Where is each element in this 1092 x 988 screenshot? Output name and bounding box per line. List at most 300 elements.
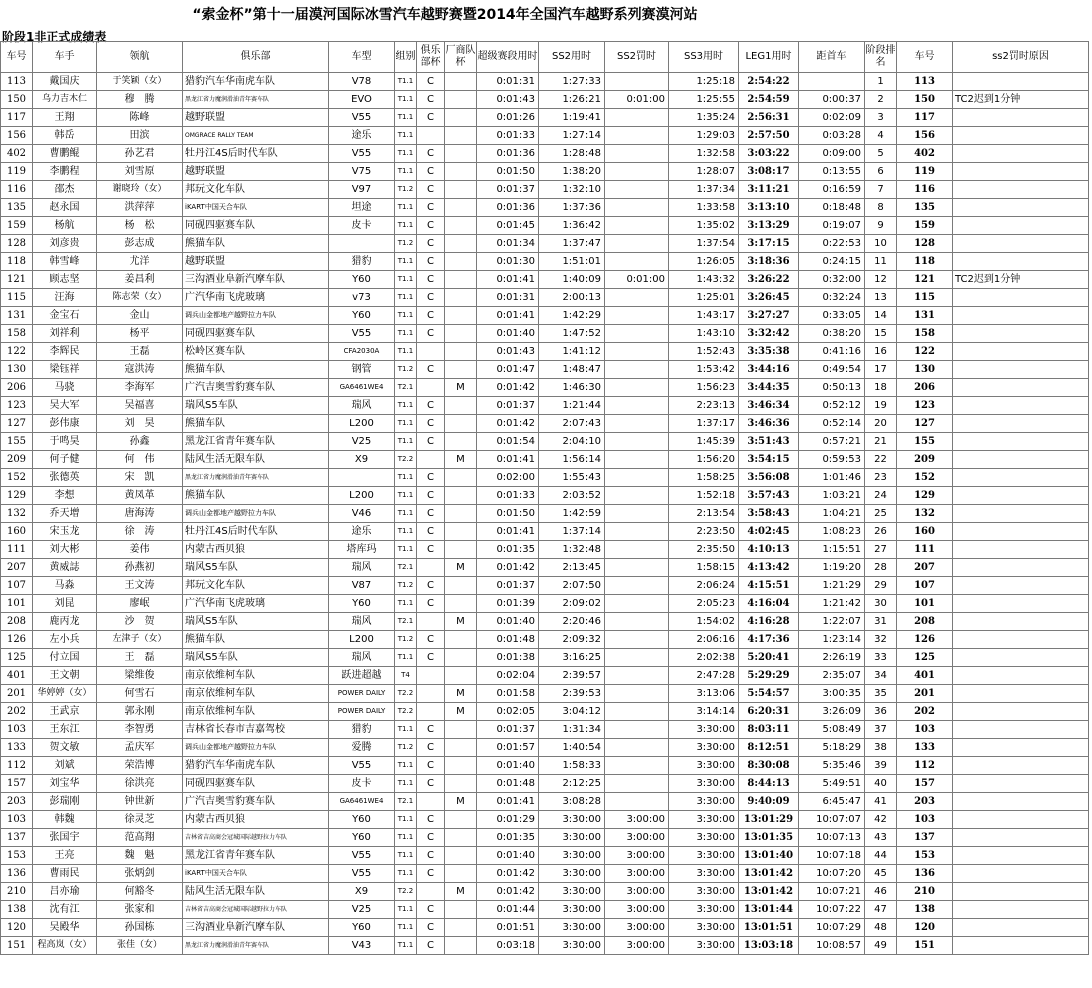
table-cell [953, 757, 1089, 775]
table-cell [605, 739, 669, 757]
table-row [1, 865, 1089, 883]
table-cell [445, 649, 477, 667]
table-cell: 谢晓玲（女） [97, 181, 183, 199]
table-cell: 21 [865, 433, 897, 451]
table-cell: C [417, 73, 445, 91]
table-cell: 乌力吉木仁 [33, 91, 97, 109]
table-cell: M [445, 451, 477, 469]
table-cell: 瑞风 [329, 397, 395, 415]
column-header: 车号 [1, 42, 33, 73]
table-cell: 20 [865, 415, 897, 433]
table-cell: 3:00:00 [605, 883, 669, 901]
table-cell: 3:30:00 [539, 919, 605, 937]
table-cell: 8:03:11 [739, 721, 799, 739]
table-cell: 0:33:05 [799, 307, 865, 325]
table-cell: 44 [865, 847, 897, 865]
table-cell: 120 [897, 919, 953, 937]
table-cell: 调兵山金都地产越野拉力车队 [183, 307, 329, 325]
table-cell: 刘祥利 [33, 325, 97, 343]
column-header: 厂商队杯 [445, 42, 477, 73]
table-cell [445, 757, 477, 775]
table-cell: 13:01:51 [739, 919, 799, 937]
table-cell: 138 [897, 901, 953, 919]
table-cell: 0:49:54 [799, 361, 865, 379]
table-row [1, 721, 1089, 739]
table-cell: 三沟酒业阜新汽摩车队 [183, 919, 329, 937]
table-row [1, 901, 1089, 919]
table-cell: 孟庆军 [97, 739, 183, 757]
table-cell [953, 307, 1089, 325]
table-cell: Y60 [329, 811, 395, 829]
table-cell: 吴殿华 [33, 919, 97, 937]
column-header: 超级赛段用时 [477, 42, 539, 73]
table-cell: 陈志荣（女） [97, 289, 183, 307]
table-cell: 2:07:43 [539, 415, 605, 433]
table-cell: 3:30:00 [669, 811, 739, 829]
table-cell: 2:04:10 [539, 433, 605, 451]
table-cell: T2.2 [395, 451, 417, 469]
table-cell: T1.1 [395, 217, 417, 235]
table-cell: C [417, 811, 445, 829]
table-cell: 赵永国 [33, 199, 97, 217]
table-cell: 韩魏 [33, 811, 97, 829]
table-cell: 廖岷 [97, 595, 183, 613]
table-cell: 1:25:01 [669, 289, 739, 307]
table-cell: 152 [1, 469, 33, 487]
table-cell: GA6461WE4 [329, 793, 395, 811]
table-cell: 1:35:02 [669, 217, 739, 235]
table-cell: 10:08:57 [799, 937, 865, 955]
table-cell: 孙鑫 [97, 433, 183, 451]
table-cell: 13:01:42 [739, 865, 799, 883]
table-cell: 10:07:21 [799, 883, 865, 901]
table-cell: 157 [1, 775, 33, 793]
table-cell [953, 577, 1089, 595]
table-cell: 152 [897, 469, 953, 487]
table-cell: T2.1 [395, 793, 417, 811]
table-cell [953, 325, 1089, 343]
table-cell [329, 469, 395, 487]
column-header: 领航 [97, 42, 183, 73]
table-cell: 16 [865, 343, 897, 361]
table-cell: 3:44:16 [739, 361, 799, 379]
table-cell: C [417, 91, 445, 109]
table-cell: 3:32:42 [739, 325, 799, 343]
table-cell: T2.2 [395, 703, 417, 721]
table-cell: 广汽吉奥雪豹赛车队 [183, 379, 329, 397]
table-cell [953, 235, 1089, 253]
table-cell [605, 757, 669, 775]
table-cell [953, 739, 1089, 757]
table-cell: 0:18:48 [799, 199, 865, 217]
table-cell: 1:37:54 [669, 235, 739, 253]
table-cell: 2:00:13 [539, 289, 605, 307]
table-cell: T1.1 [395, 541, 417, 559]
table-cell: 103 [897, 811, 953, 829]
table-cell: 45 [865, 865, 897, 883]
table-cell: 1:52:18 [669, 487, 739, 505]
table-cell [953, 631, 1089, 649]
table-cell [445, 919, 477, 937]
table-cell [953, 415, 1089, 433]
table-cell: 瑞风S5车队 [183, 559, 329, 577]
table-row [1, 73, 1089, 91]
table-cell: 0:01:44 [477, 901, 539, 919]
table-cell: 1:21:42 [799, 595, 865, 613]
table-cell: C [417, 433, 445, 451]
table-cell [953, 163, 1089, 181]
table-cell: 2:56:31 [739, 109, 799, 127]
table-cell [445, 343, 477, 361]
table-cell: CFA2030A [329, 343, 395, 361]
column-header: 俱乐部 [183, 42, 329, 73]
table-cell: 0:01:39 [477, 595, 539, 613]
table-cell: 田滨 [97, 127, 183, 145]
table-cell: 3 [865, 109, 897, 127]
table-row [1, 757, 1089, 775]
table-cell: T1.1 [395, 919, 417, 937]
table-cell: 0:02:04 [477, 667, 539, 685]
table-cell: 0:01:50 [477, 505, 539, 523]
table-cell: 梁钰祥 [33, 361, 97, 379]
table-cell: 0:01:31 [477, 289, 539, 307]
table-cell: 广汽吉奥雪豹赛车队 [183, 793, 329, 811]
table-cell: 0:01:42 [477, 559, 539, 577]
table-cell: 13:01:29 [739, 811, 799, 829]
table-cell: 2:47:28 [669, 667, 739, 685]
table-cell: 10 [865, 235, 897, 253]
table-cell: 0:01:33 [477, 127, 539, 145]
table-cell: 0:01:57 [477, 739, 539, 757]
table-cell: 3:00:00 [605, 937, 669, 955]
table-cell: V55 [329, 847, 395, 865]
table-cell: 1:51:01 [539, 253, 605, 271]
table-cell [445, 289, 477, 307]
table-row [1, 289, 1089, 307]
table-cell: 15 [865, 325, 897, 343]
table-cell: 0:01:41 [477, 451, 539, 469]
table-cell: 117 [897, 109, 953, 127]
table-cell: 0:01:36 [477, 145, 539, 163]
table-cell: 洪萍萍 [97, 199, 183, 217]
table-cell: 3:30:00 [539, 847, 605, 865]
table-cell: 1:55:43 [539, 469, 605, 487]
table-cell: T1.2 [395, 577, 417, 595]
table-cell: 1:46:30 [539, 379, 605, 397]
table-cell: 1:42:59 [539, 505, 605, 523]
table-cell: 汪海 [33, 289, 97, 307]
table-cell: 张家和 [97, 901, 183, 919]
table-cell: 42 [865, 811, 897, 829]
table-cell: 孙燕初 [97, 559, 183, 577]
table-cell: 钟世新 [97, 793, 183, 811]
table-cell: 11 [865, 253, 897, 271]
table-cell: V25 [329, 901, 395, 919]
table-cell: L200 [329, 487, 395, 505]
table-cell: 张国宇 [33, 829, 97, 847]
table-cell: 张炳剑 [97, 865, 183, 883]
table-cell: 熊猫车队 [183, 361, 329, 379]
table-cell: C [417, 325, 445, 343]
table-cell: OMGRACE RALLY TEAM [183, 127, 329, 145]
table-cell: T1.1 [395, 343, 417, 361]
table-cell [445, 235, 477, 253]
table-cell: 2:12:25 [539, 775, 605, 793]
table-cell: 1:29:03 [669, 127, 739, 145]
table-cell: 103 [1, 811, 33, 829]
table-cell: 3:44:35 [739, 379, 799, 397]
table-cell: 牡丹江4S后时代车队 [183, 145, 329, 163]
table-cell: 0:02:00 [477, 469, 539, 487]
column-header: 车型 [329, 42, 395, 73]
table-cell [953, 919, 1089, 937]
table-cell [953, 703, 1089, 721]
table-cell: 3:30:00 [539, 937, 605, 955]
table-cell: 132 [1, 505, 33, 523]
table-cell: 3:03:22 [739, 145, 799, 163]
table-cell: 3:30:00 [539, 829, 605, 847]
table-cell: T1.1 [395, 415, 417, 433]
table-cell: M [445, 613, 477, 631]
table-cell: 5:29:29 [739, 667, 799, 685]
table-cell: 黑龙江省力魔润滑油青年赛车队 [183, 91, 329, 109]
table-cell: 0:01:48 [477, 631, 539, 649]
table-cell: 张佳（女） [97, 937, 183, 955]
table-cell: L200 [329, 415, 395, 433]
table-cell: 0:01:45 [477, 217, 539, 235]
table-row [1, 253, 1089, 271]
table-cell: 王磊 [97, 343, 183, 361]
table-cell: 401 [897, 667, 953, 685]
table-cell: C [417, 775, 445, 793]
table-cell [445, 721, 477, 739]
table-cell: 123 [1, 397, 33, 415]
table-cell: 0:41:16 [799, 343, 865, 361]
table-cell [953, 811, 1089, 829]
table-cell: 3:30:00 [539, 901, 605, 919]
table-cell: 0:22:53 [799, 235, 865, 253]
table-cell: 塔库玛 [329, 541, 395, 559]
table-cell: M [445, 559, 477, 577]
table-cell: 刘雪原 [97, 163, 183, 181]
table-cell [417, 703, 445, 721]
table-cell: 3:26:22 [739, 271, 799, 289]
table-cell: 4:16:28 [739, 613, 799, 631]
column-header: 阶段排名 [865, 42, 897, 73]
table-cell [417, 379, 445, 397]
table-cell: 松岭区赛车队 [183, 343, 329, 361]
table-cell: C [417, 721, 445, 739]
table-row [1, 685, 1089, 703]
table-cell: C [417, 181, 445, 199]
table-cell: T1.1 [395, 811, 417, 829]
table-cell: EVO [329, 91, 395, 109]
table-cell: 40 [865, 775, 897, 793]
table-cell: POWER DAILY [329, 703, 395, 721]
table-cell: 10:07:07 [799, 811, 865, 829]
table-cell: T1.2 [395, 235, 417, 253]
table-cell [445, 541, 477, 559]
table-cell: 133 [1, 739, 33, 757]
table-cell: 广汽华南飞虎玻璃 [183, 595, 329, 613]
table-cell [417, 793, 445, 811]
table-cell [605, 631, 669, 649]
table-cell [953, 487, 1089, 505]
table-cell: 209 [1, 451, 33, 469]
table-cell: 29 [865, 577, 897, 595]
table-cell: 3:26:45 [739, 289, 799, 307]
table-cell [953, 361, 1089, 379]
table-cell: 28 [865, 559, 897, 577]
table-cell: 101 [897, 595, 953, 613]
table-cell: T1.1 [395, 505, 417, 523]
table-cell: M [445, 883, 477, 901]
table-cell: 158 [1, 325, 33, 343]
table-cell: 155 [1, 433, 33, 451]
table-cell: 3:04:12 [539, 703, 605, 721]
column-header: 俱乐部杯 [417, 42, 445, 73]
table-cell: 钢管 [329, 361, 395, 379]
table-cell: 0:52:12 [799, 397, 865, 415]
table-cell [417, 127, 445, 145]
table-cell [953, 469, 1089, 487]
table-cell: 1:37:17 [669, 415, 739, 433]
table-cell: 吉林省吉高商会冠城国际越野拉力车队 [183, 901, 329, 919]
table-cell: 4:16:04 [739, 595, 799, 613]
table-cell: 1:32:10 [539, 181, 605, 199]
table-cell: 韩岳 [33, 127, 97, 145]
table-cell: 3:18:36 [739, 253, 799, 271]
table-cell: 131 [1, 307, 33, 325]
table-cell: 程高岚（女） [33, 937, 97, 955]
table-cell: 41 [865, 793, 897, 811]
table-cell: 0:19:07 [799, 217, 865, 235]
table-cell: 2 [865, 91, 897, 109]
table-cell: 8 [865, 199, 897, 217]
table-cell: 吉林省长春市吉嘉驾校 [183, 721, 329, 739]
table-cell [445, 937, 477, 955]
table-cell: 邦玩文化车队 [183, 577, 329, 595]
table-cell: 2:39:53 [539, 685, 605, 703]
table-cell [445, 253, 477, 271]
table-cell [445, 217, 477, 235]
table-cell: 3:00:35 [799, 685, 865, 703]
table-cell: 吴大军 [33, 397, 97, 415]
table-cell [445, 847, 477, 865]
table-cell: 3:13:06 [669, 685, 739, 703]
table-cell [953, 829, 1089, 847]
table-cell: 137 [1, 829, 33, 847]
table-cell: 黑龙江省青年赛车队 [183, 433, 329, 451]
table-cell: 0:50:13 [799, 379, 865, 397]
table-cell: 159 [897, 217, 953, 235]
table-cell: V55 [329, 757, 395, 775]
column-header: 车号 [897, 42, 953, 73]
table-cell: 宋玉龙 [33, 523, 97, 541]
table-cell: 48 [865, 919, 897, 937]
table-cell: 2:35:07 [799, 667, 865, 685]
table-cell: 南京依维柯车队 [183, 667, 329, 685]
table-cell: T1.1 [395, 253, 417, 271]
table-cell: 杨航 [33, 217, 97, 235]
table-cell: 210 [897, 883, 953, 901]
table-cell: 1:32:58 [669, 145, 739, 163]
table-cell: 122 [1, 343, 33, 361]
table-cell: 136 [1, 865, 33, 883]
table-cell: 孙艺君 [97, 145, 183, 163]
table-cell: L200 [329, 631, 395, 649]
table-cell: 9:40:09 [739, 793, 799, 811]
table-cell: 207 [1, 559, 33, 577]
table-cell [605, 451, 669, 469]
table-cell: C [417, 199, 445, 217]
table-cell: 3:54:15 [739, 451, 799, 469]
table-cell: 姜伟 [97, 541, 183, 559]
table-cell: 沈有江 [33, 901, 97, 919]
table-cell: 1:26:05 [669, 253, 739, 271]
table-cell: 1:35:24 [669, 109, 739, 127]
table-cell: M [445, 793, 477, 811]
table-cell: 调兵山金都地产越野拉力车队 [183, 505, 329, 523]
table-cell: 127 [1, 415, 33, 433]
table-cell: 1:27:14 [539, 127, 605, 145]
table-cell [605, 217, 669, 235]
table-cell: 1:21:29 [799, 577, 865, 595]
table-cell: 0:01:35 [477, 829, 539, 847]
table-cell: 1:26:21 [539, 91, 605, 109]
table-cell: 115 [897, 289, 953, 307]
table-cell: 126 [897, 631, 953, 649]
table-cell: 曹雨民 [33, 865, 97, 883]
table-cell: 李海军 [97, 379, 183, 397]
table-cell: Y60 [329, 595, 395, 613]
table-cell: 3:30:00 [669, 883, 739, 901]
table-cell: T1.1 [395, 433, 417, 451]
table-cell: C [417, 541, 445, 559]
table-cell: 刘昆 [33, 595, 97, 613]
table-cell: 越野联盟 [183, 253, 329, 271]
column-header: SS3用时 [669, 42, 739, 73]
table-cell: 陆风生活无限车队 [183, 451, 329, 469]
table-cell: 4:15:51 [739, 577, 799, 595]
table-cell: 123 [897, 397, 953, 415]
table-cell: 范高翔 [97, 829, 183, 847]
table-cell [445, 829, 477, 847]
table-cell: 王武京 [33, 703, 97, 721]
table-cell: 119 [1, 163, 33, 181]
table-cell: T1.1 [395, 847, 417, 865]
table-cell: 1:48:47 [539, 361, 605, 379]
table-cell: 3:30:00 [539, 811, 605, 829]
table-cell: 111 [897, 541, 953, 559]
table-cell: 0:01:42 [477, 883, 539, 901]
table-cell: 13:01:44 [739, 901, 799, 919]
table-cell: Y60 [329, 829, 395, 847]
table-cell: 135 [1, 199, 33, 217]
table-cell: T1.1 [395, 163, 417, 181]
table-cell: 3:30:00 [669, 721, 739, 739]
table-cell: 10:07:18 [799, 847, 865, 865]
table-cell [605, 127, 669, 145]
table-cell: 王亮 [33, 847, 97, 865]
table-cell: 猎豹汽车华南虎车队 [183, 757, 329, 775]
table-cell: V78 [329, 73, 395, 91]
table-cell: iKART中国天合车队 [183, 865, 329, 883]
table-cell: C [417, 415, 445, 433]
table-cell [953, 217, 1089, 235]
table-cell: 1:08:23 [799, 523, 865, 541]
table-cell: 1:37:36 [539, 199, 605, 217]
